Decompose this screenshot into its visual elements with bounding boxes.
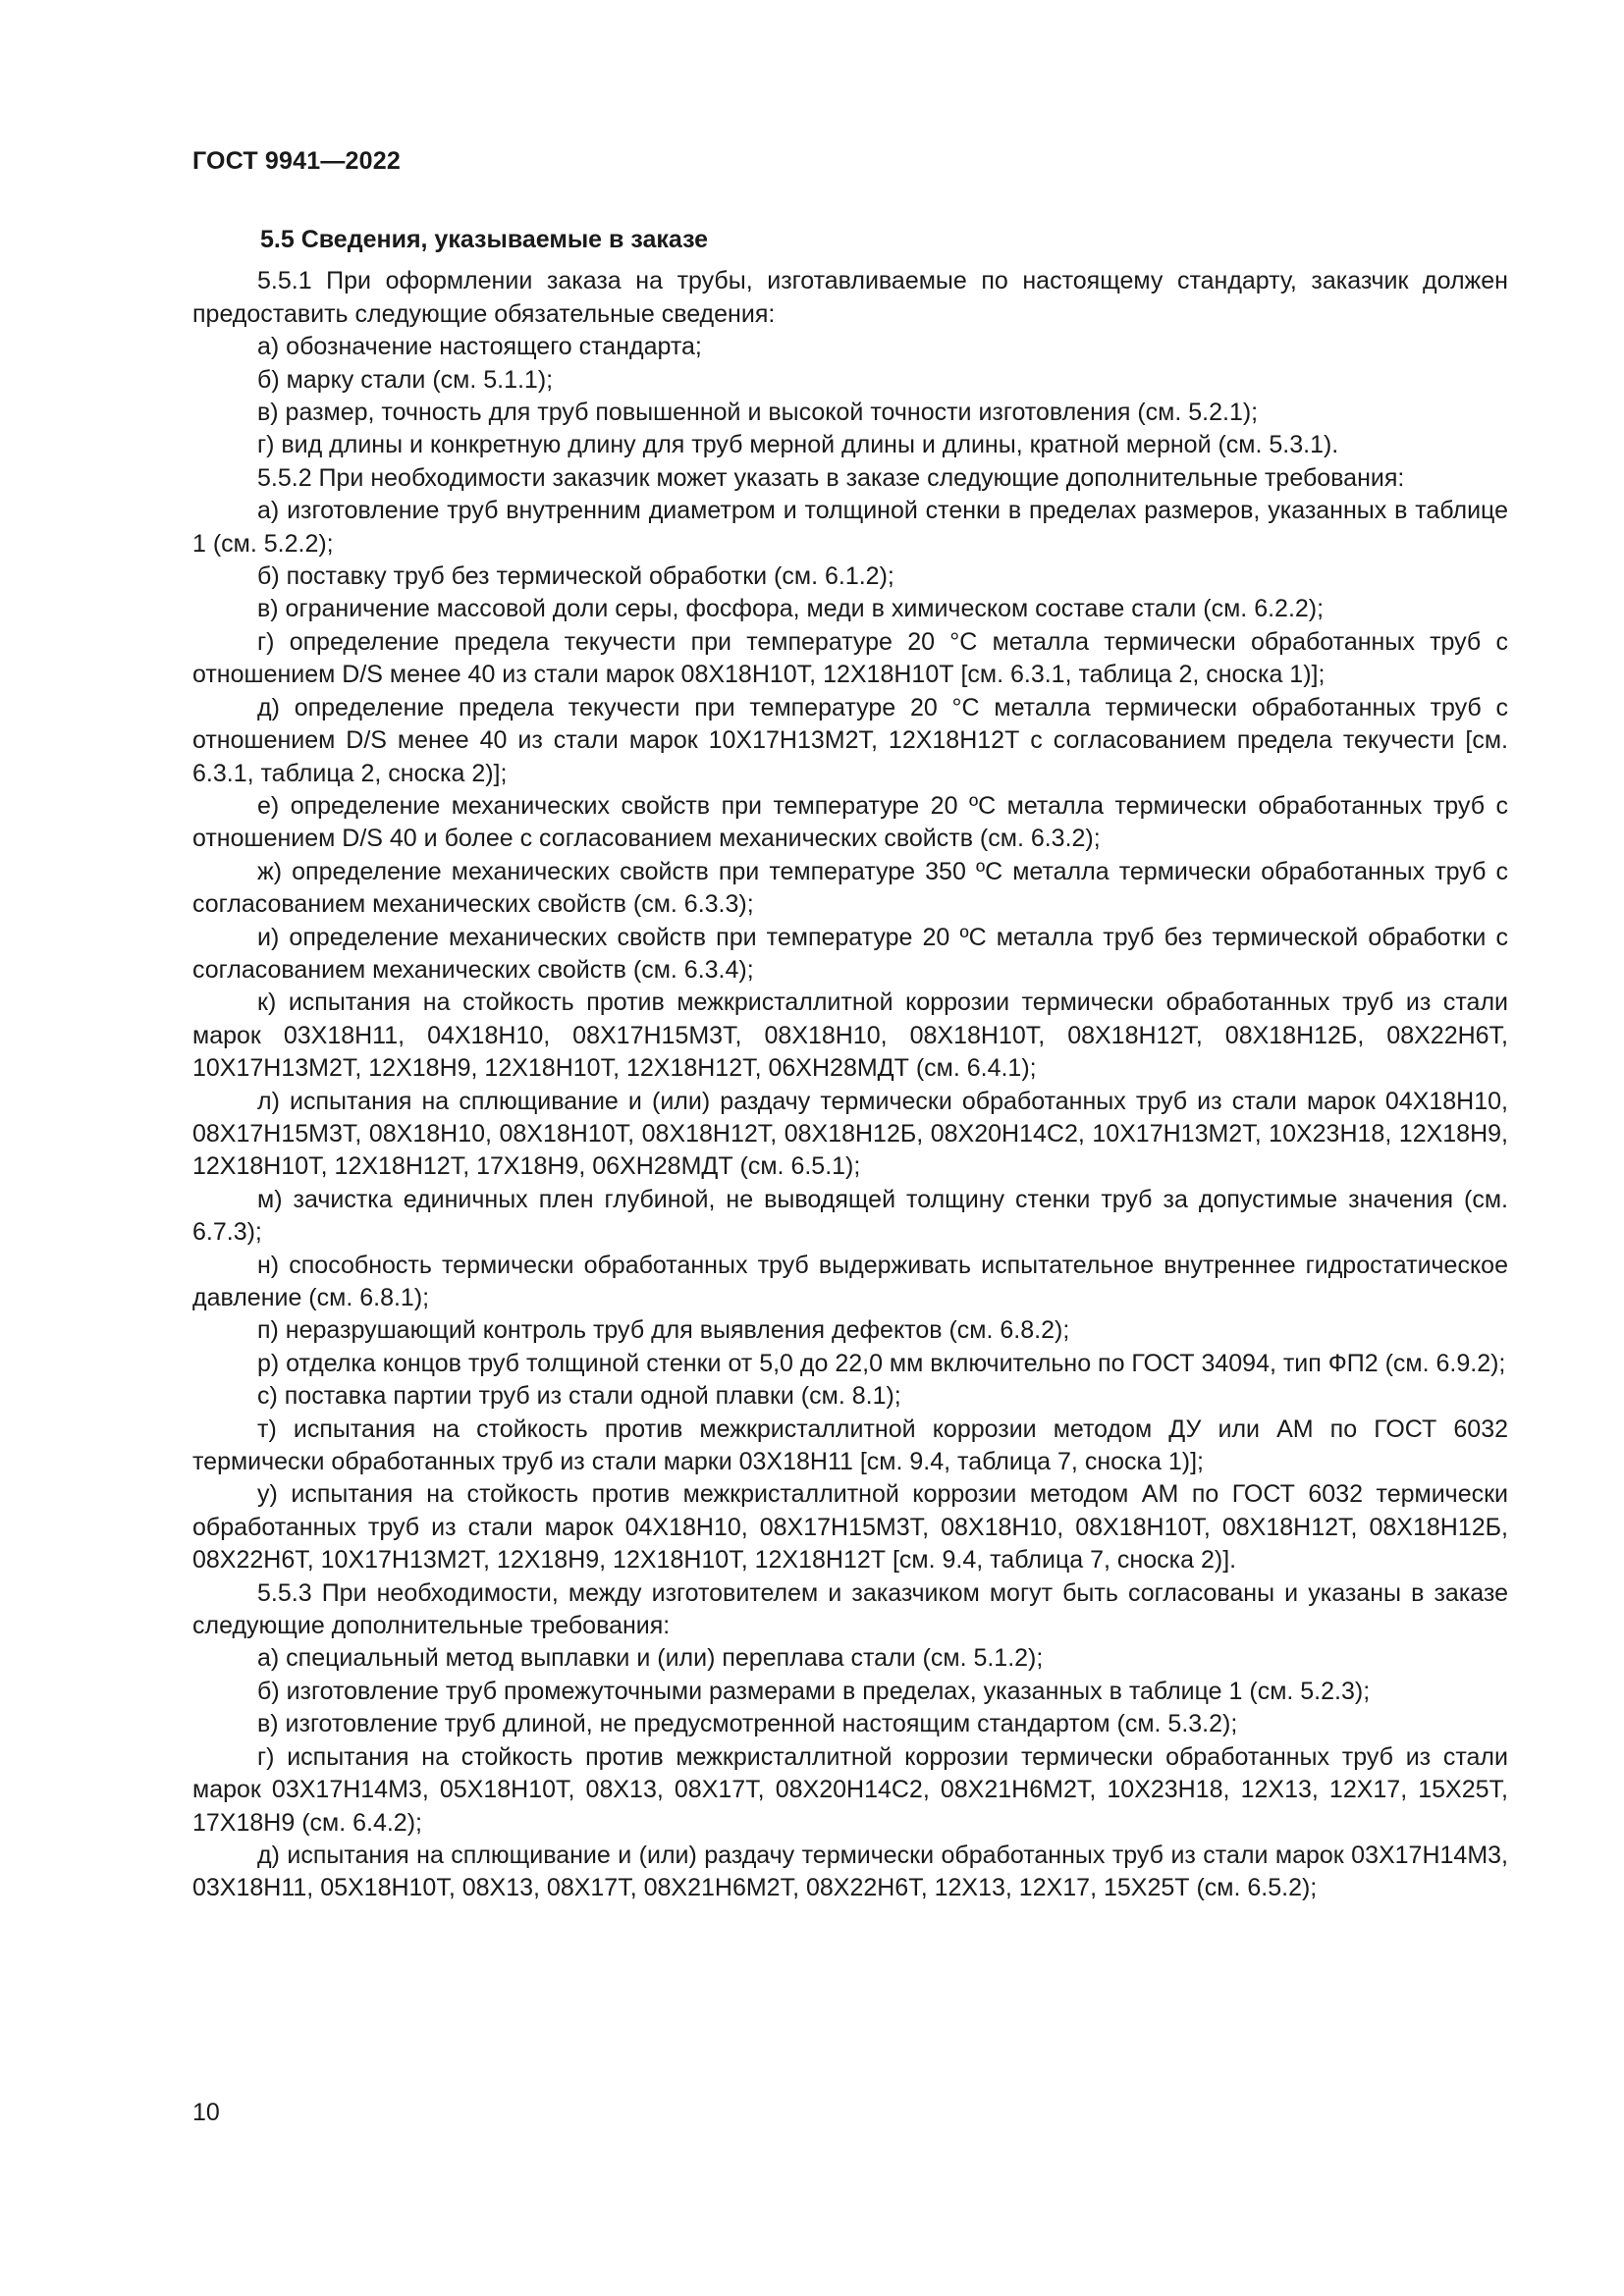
list-item: п) неразрушающий контроль труб для выявления дефектов (см. 6.8.2); [257, 1316, 1070, 1345]
list-item: к) испытания на стойкость против межкристаллитной коррозии термически обработанных труб из стали марок 03Х18Н11, 04Х18Н10, 08Х17Н15М3Т, 08Х18Н10, 08Х18Н10Т, 08Х18Н12Т, 08Х18Н12Б, 08Х22Н6Т, 10Х17Н13М2Т, 12Х18Н9, 12Х18Н10Т, 12Х18Н12Т, 06ХН28МДТ (см. 6.4.1); [192, 988, 1508, 1083]
list-item: е) определение механических свойств при температуре 20 ºС металла термически обработанных труб с отношением D/S 40 и более с согласованием механических свойств (см. 6.3.2); [192, 791, 1508, 853]
list-item: и) определение механических свойств при температуре 20 ºС металла труб без термической обработки с согласованием механических свойств (см. 6.3.4); [192, 923, 1508, 984]
list-item: в) ограничение массовой доли серы, фосфора, меди в химическом составе стали (см. 6.2.2); [257, 595, 1325, 623]
list-item: в) изготовление труб длиной, не предусмотренной настоящим стандартом (см. 5.3.2); [257, 1710, 1238, 1738]
list-item: б) изготовление труб промежуточными размерами в пределах, указанных в таблице 1 (см. 5.2.3); [257, 1677, 1371, 1705]
list-item: г) определение предела текучести при температуре 20 °С металла термически обработанных труб с отношением D/S менее 40 из стали марок 08Х18Н10Т, 12Х18Н10Т [см. 6.3.1, таблица 2, сноска 1)]; [192, 627, 1508, 689]
list-item: а) изготовление труб внутренним диаметром и толщиной стенки в пределах размеров, указанных в таблице 1 (см. 5.2.2); [192, 497, 1508, 558]
list-item: н) способность термически обработанных труб выдерживать испытательное внутреннее гидростатическое давление (см. 6.8.1); [192, 1251, 1508, 1311]
paragraph-5-5-3: 5.5.3 При необходимости, между изготовителем и заказчиком могут быть согласованы и указаны в заказе следующие дополнительные требования: [192, 1578, 1508, 1640]
list-item: т) испытания на стойкость против межкристаллитной коррозии методом ДУ или АМ по ГОСТ 6032 термически обработанных труб из стали марки 03Х18Н11 [см. 9.4, таблица 7, сноска 1)]; [192, 1415, 1508, 1476]
list-item: м) зачистка единичных плен глубиной, не выводящей толщину стенки труб за допустимые значения (см. 6.7.3); [192, 1185, 1508, 1247]
list-item: г) вид длины и конкретную длину для труб мерной длины и длины, кратной мерной (см. 5.3.1). [257, 431, 1339, 459]
list-item: с) поставка партии труб из стали одной плавки (см. 8.1); [257, 1382, 901, 1411]
paragraph-5-5-1: 5.5.1 При оформлении заказа на трубы, изготавливаемые по настоящему стандарту, заказчик должен предоставить следующие обязательные сведения: [192, 267, 1508, 328]
list-item: ж) определение механических свойств при температуре 350 ºС металла термически обработанных труб с согласованием механических свойств (см. 6.3.3); [192, 857, 1508, 919]
list-item: б) марку стали (см. 5.1.1); [257, 365, 554, 394]
page-number: 10 [192, 2099, 220, 2126]
list-item: р) отделка концов труб толщиной стенки от 5,0 до 22,0 мм включительно по ГОСТ 34094, тип ФП2 (см. 6.9.2); [257, 1349, 1506, 1377]
document-body [192, 224, 1508, 1905]
list-item: л) испытания на сплющивание и (или) раздачу термически обработанных труб из стали марок 04Х18Н10, 08Х17Н15М3Т, 08Х18Н10, 08Х18Н10Т, 08Х18Н12Т, 08Х18Н12Б, 08Х20Н14С2, 10Х17Н13М2Т, 10Х23Н18, 12Х18Н9, 12Х18Н10Т, 12Х18Н12Т, 17Х18Н9, 06ХН28МДТ (см. 6.5.1); [192, 1087, 1508, 1181]
paragraph-5-5-2: 5.5.2 При необходимости заказчик может указать в заказе следующие дополнительные требования: [257, 463, 1405, 492]
section-title: 5.5 Сведения, указываемые в заказе [260, 226, 709, 253]
document-header: ГОСТ 9941—2022 [192, 147, 401, 175]
list-item: д) определение предела текучести при температуре 20 °С металла термически обработанных труб с отношением D/S менее 40 из стали марок 10Х17Н13М2Т, 12Х18Н12Т с согласованием предела текучести [см. 6.3.1, таблица 2, сноска 2)]; [192, 693, 1508, 787]
list-item: у) испытания на стойкость против межкристаллитной коррозии методом АМ по ГОСТ 6032 термически обработанных труб из стали марок 04Х18Н10, 08Х17Н15М3Т, 08Х18Н10, 08Х18Н10Т, 08Х18Н12Т, 08Х18Н12Б, 08Х22Н6Т, 10Х17Н13М2Т, 12Х18Н9, 12Х18Н10Т, 12Х18Н12Т [см. 9.4, таблица 7, сноска 2)]. [192, 1480, 1508, 1575]
list-item: д) испытания на сплющивание и (или) раздачу термически обработанных труб из стали марок 03Х17Н14М3, 03Х18Н11, 05Х18Н10Т, 08Х13, 08Х17Т, 08Х21Н6М2Т, 08Х22Н6Т, 12Х13, 12Х17, 15Х25Т (см. 6.5.2); [192, 1841, 1508, 1902]
list-item: г) испытания на стойкость против межкристаллитной коррозии термически обработанных труб из стали марок 03Х17Н14М3, 05Х18Н10Т, 08Х13, 08Х17Т, 08Х20Н14С2, 08Х21Н6М2Т, 10Х23Н18, 12Х13, 12Х17, 15Х25Т, 17Х18Н9 (см. 6.4.2); [192, 1742, 1508, 1837]
list-item: а) специальный метод выплавки и (или) переплава стали (см. 5.1.2); [257, 1644, 1044, 1673]
list-item: б) поставку труб без термической обработки (см. 6.1.2); [257, 562, 894, 591]
list-item: в) размер, точность для труб повышенной и высокой точности изготовления (см. 5.2.1); [257, 399, 1259, 427]
list-item: а) обозначение настоящего стандарта; [257, 333, 702, 361]
